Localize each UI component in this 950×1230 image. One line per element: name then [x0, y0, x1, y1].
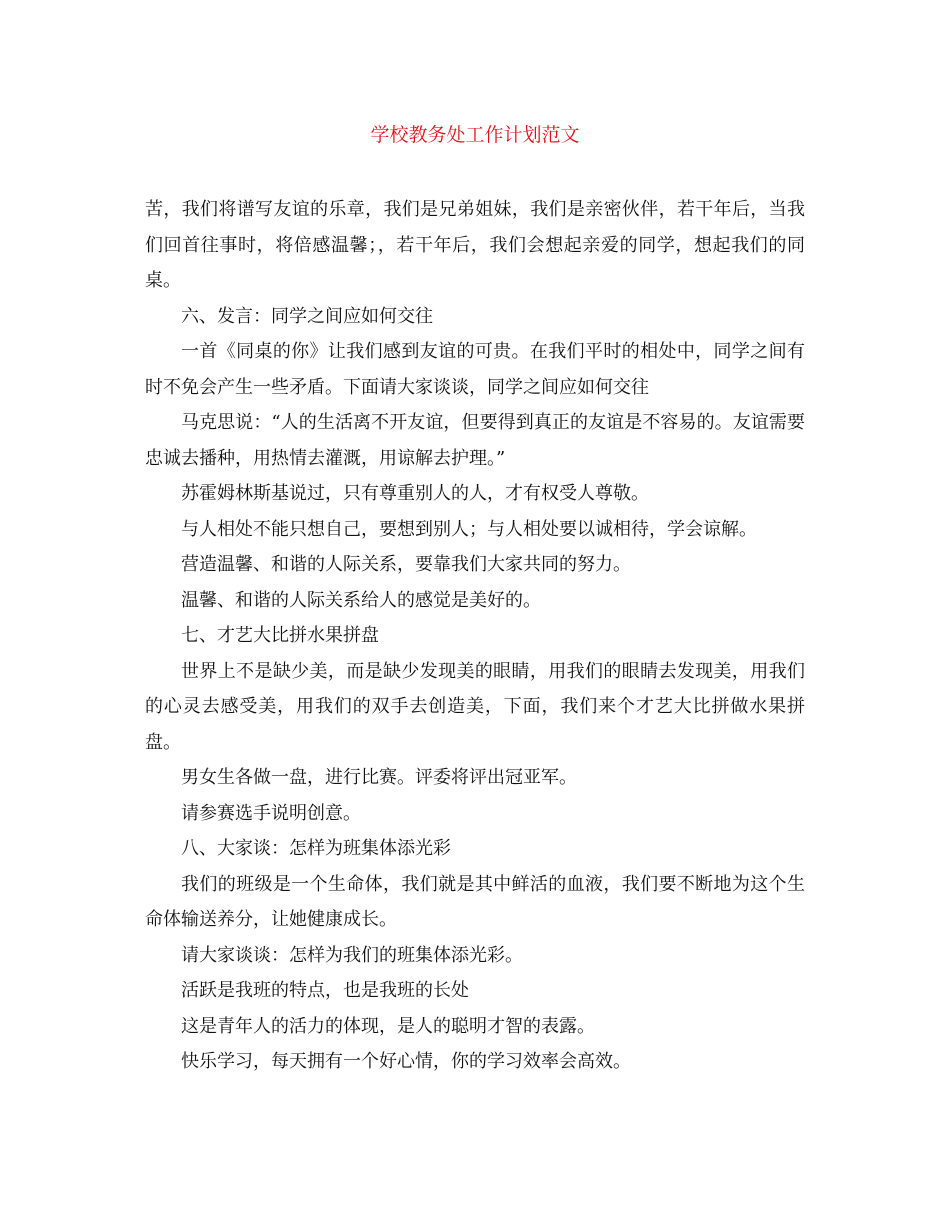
paragraph: 快乐学习，每天拥有一个好心情，你的学习效率会高效。: [181, 1051, 631, 1072]
paragraph: 营造温馨、和谐的人际关系，要靠我们大家共同的努力。: [181, 554, 631, 575]
paragraph: 苏霍姆林斯基说过，只有尊重别人的人，才有权受人尊敬。: [181, 483, 649, 504]
document-body: [145, 192, 805, 1080]
paragraph: 活跃是我班的特点，也是我班的长处: [181, 980, 469, 1001]
paragraph: 苦，我们将谱写友谊的乐章，我们是兄弟姐妹，我们是亲密伙伴，若干年后，当我们回首往事时，将倍感温馨；，若干年后，我们会想起亲爱的同学，想起我们的同桌。: [145, 199, 805, 291]
paragraph: 世界上不是缺少美，而是缺少发现美的眼睛，用我们的眼睛去发现美，用我们的心灵去感受美，用我们的双手去创造美，下面，我们来个才艺大比拼做水果拼盘。: [145, 660, 805, 753]
section-heading-seven: 七、才艺大比拼水果拼盘: [181, 625, 379, 646]
paragraph: 请参赛选手说明创意。: [181, 802, 361, 824]
paragraph: 马克思说：“人的生活离不开友谊，但要得到真正的友谊是不容易的。友谊需要忠诚去播种，用热情去灌溉，用谅解去护理。”: [145, 412, 805, 469]
document-title: 学校教务处工作计划范文: [370, 124, 580, 146]
paragraph: 温馨、和谐的人际关系给人的感觉是美好的。: [181, 589, 541, 611]
paragraph: 我们的班级是一个生命体，我们就是其中鲜活的血液，我们要不断地为这个生命体输送养分，让她健康成长。: [145, 873, 805, 930]
section-heading-six: 六、发言：同学之间应如何交往: [181, 305, 433, 327]
paragraph: 这是青年人的活力的体现，是人的聪明才智的表露。: [181, 1015, 595, 1037]
paragraph: 与人相处不能只想自己，要想到别人；与人相处要以诚相待，学会谅解。: [181, 518, 757, 540]
section-heading-eight: 八、大家谈：怎样为班集体添光彩: [181, 838, 451, 859]
paragraph: 请大家谈谈：怎样为我们的班集体添光彩。: [181, 944, 523, 966]
paragraph: 一首《同桌的你》让我们感到友谊的可贵。在我们平时的相处中，同学之间有时不免会产生一些矛盾。下面请大家谈谈，同学之间应如何交往: [145, 341, 805, 398]
paragraph: 男女生各做一盘，进行比赛。评委将评出冠亚军。: [181, 767, 577, 788]
